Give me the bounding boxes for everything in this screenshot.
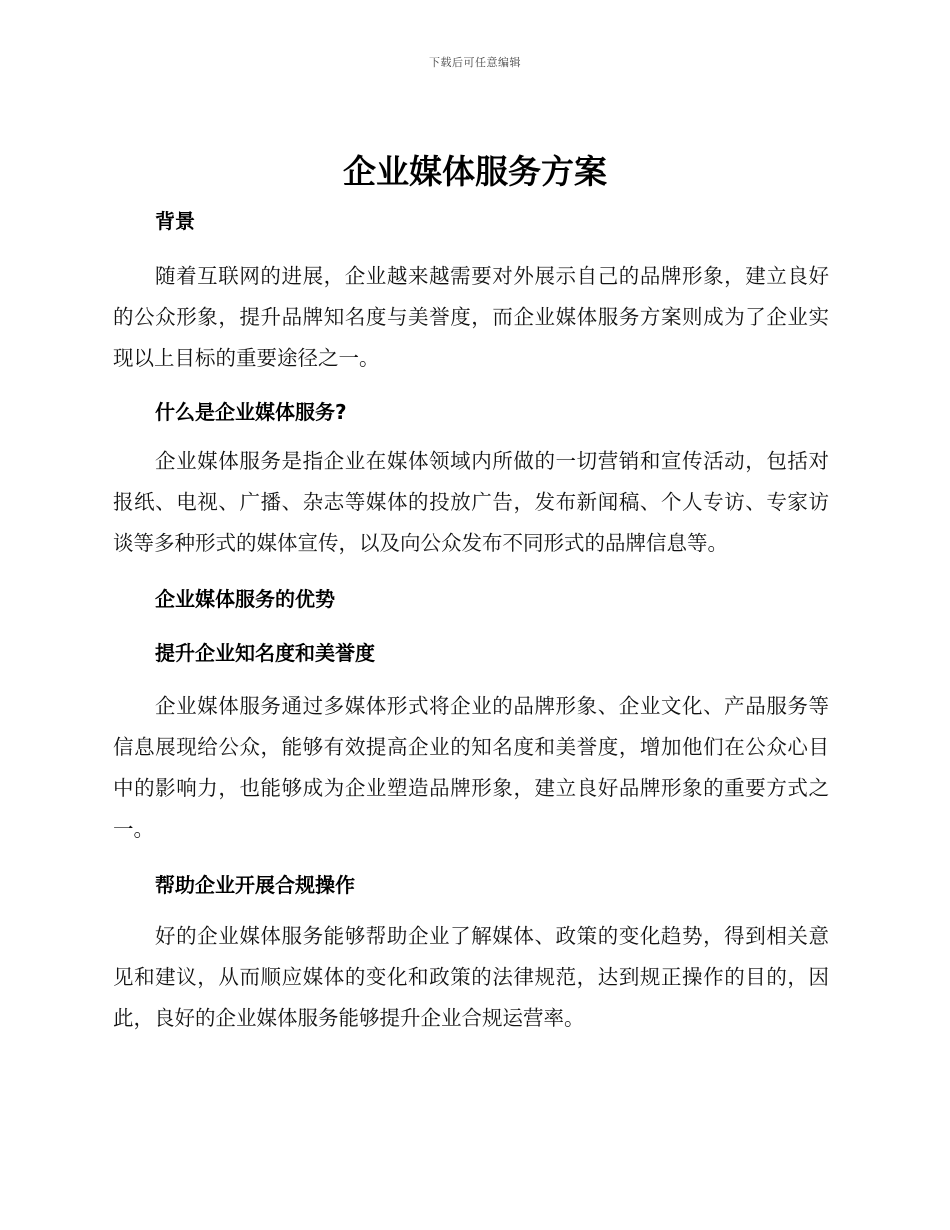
document-body bbox=[113, 202, 829, 1039]
section-heading-what: 什么是企业媒体服务? bbox=[155, 400, 347, 424]
section-heading-advantages: 企业媒体服务的优势 bbox=[155, 587, 335, 611]
paragraph-what: 企业媒体服务是指企业在媒体领域内所做的一切营销和宣传活动，包括对报纸、电视、广播、杂志等媒体的投放广告，发布新闻稿、个人专访、专家访谈等多种形式的媒体宣传，以及向公众发布不同形式的品牌信息等。 bbox=[113, 449, 829, 555]
subsection-heading-fame: 提升企业知名度和美誉度 bbox=[155, 641, 375, 665]
document-title: 企业媒体服务方案 bbox=[343, 152, 607, 191]
header-note: 下载后可任意编辑 bbox=[429, 56, 521, 69]
subsection-heading-compliance: 帮助企业开展合规操作 bbox=[155, 873, 355, 897]
paragraph-background: 随着互联网的进展，企业越来越需要对外展示自己的品牌形象，建立良好的公众形象，提升品牌知名度与美誉度，而企业媒体服务方案则成为了企业实现以上目标的重要途径之一。 bbox=[113, 264, 829, 370]
section-heading-background: 背景 bbox=[155, 209, 195, 233]
paragraph-fame: 企业媒体服务通过多媒体形式将企业的品牌形象、企业文化、产品服务等信息展现给公众，能够有效提高企业的知名度和美誉度，增加他们在公众心目中的影响力，也能够成为企业塑造品牌形象，建立良好品牌形象的重要方式之一。 bbox=[113, 694, 829, 841]
paragraph-compliance: 好的企业媒体服务能够帮助企业了解媒体、政策的变化趋势，得到相关意见和建议，从而顺应媒体的变化和政策的法律规范，达到规正操作的目的，因此，良好的企业媒体服务能够提升企业合规运营率。 bbox=[113, 924, 829, 1030]
